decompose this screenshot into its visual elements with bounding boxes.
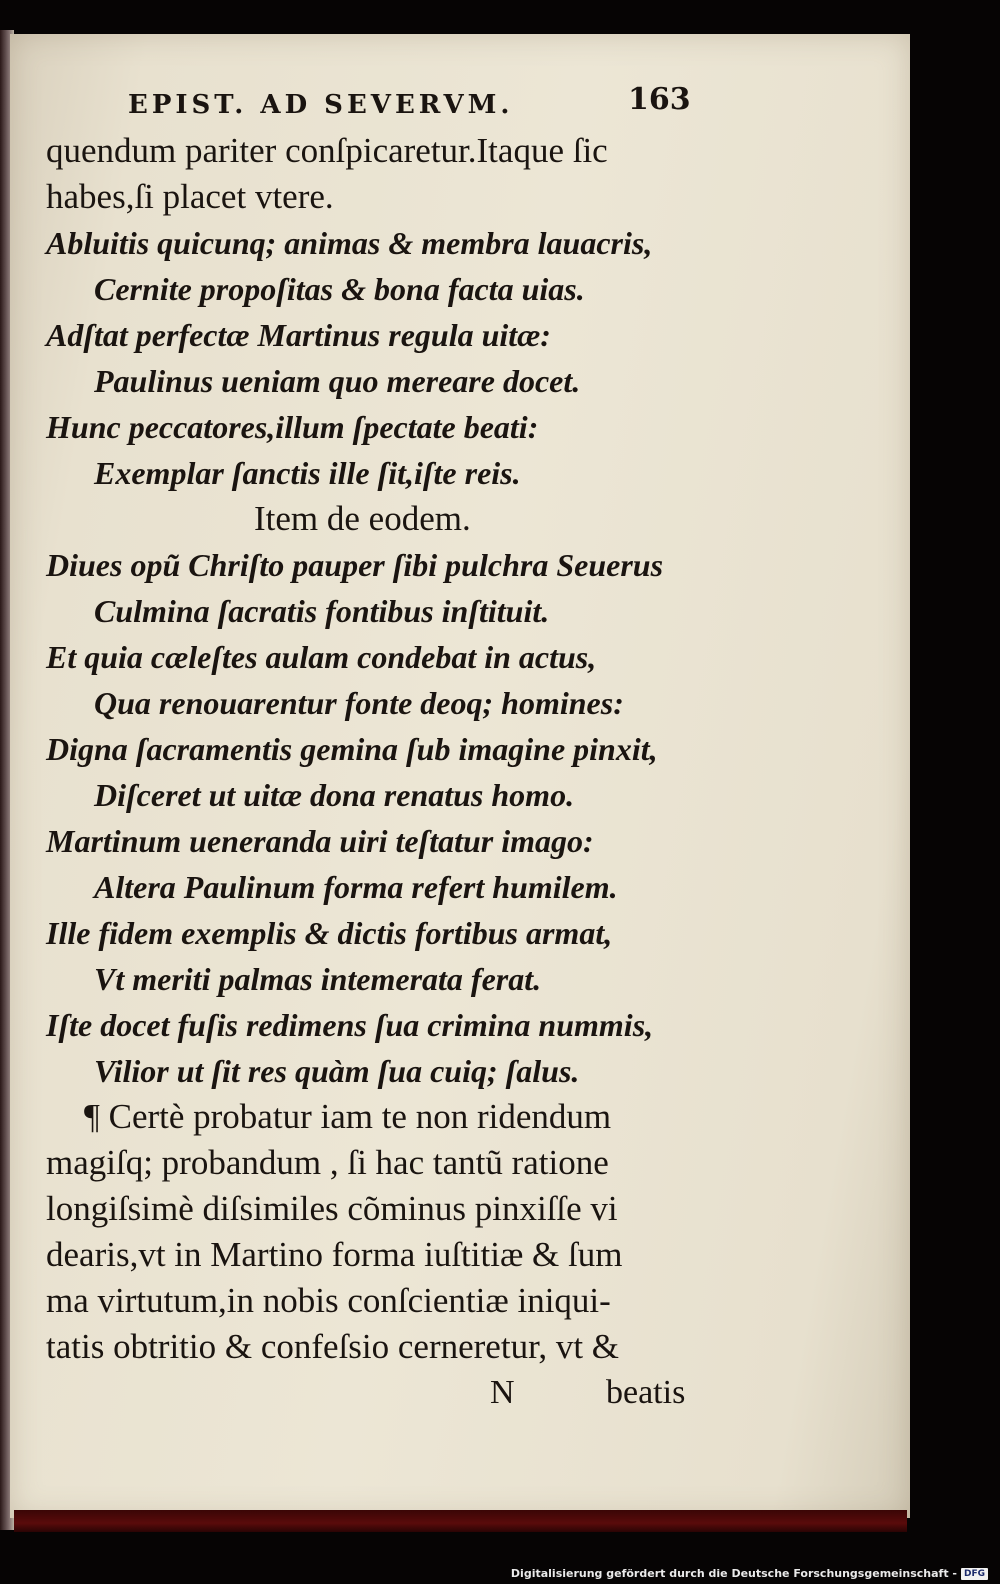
page-text <box>46 76 736 1416</box>
text-line: longiſsimè diſsimiles cõminus pinxiſſe vi <box>46 1189 618 1228</box>
text-line: Adſtat perfectæ Martinus regula uitæ: <box>46 317 551 353</box>
text-line: quendum pariter conſpicaretur.Itaque ſic <box>46 131 608 170</box>
text-line: tatis obtritio & confeſsio cerneretur, vt & <box>46 1327 620 1366</box>
running-title: EPIST. AD SEVERVM. <box>128 90 514 120</box>
credit-text: Digitalisierung gefördert durch die Deutsche Forschungsgemeinschaft - <box>510 1567 957 1580</box>
text-line: Vt meriti palmas intemerata ferat. <box>94 961 542 997</box>
text-line: Abluitis quicunq; animas & membra lauacris, <box>46 225 653 261</box>
catchword: beatis <box>606 1374 686 1411</box>
text-line: habes,ſi placet vtere. <box>46 177 334 216</box>
text-line: ma virtutum,in nobis conſcientiæ iniqui- <box>46 1281 611 1320</box>
text-line: Iſte docet fuſis redimens ſua crimina nummis, <box>46 1007 654 1043</box>
text-line: ¶ Certè probatur iam te non ridendum <box>84 1097 612 1136</box>
text-line: Digna ſacramentis gemina ſub imagine pinxit, <box>46 731 658 767</box>
text-line: Martinum ueneranda uiri teſtatur imago: <box>46 823 594 859</box>
text-lines <box>46 128 736 1370</box>
text-line: Culmina ſacratis fontibus inſtituit. <box>94 593 550 629</box>
text-line: Item de eodem. <box>254 499 471 538</box>
text-line: Altera Paulinum forma refert humilem. <box>94 869 618 905</box>
text-line: Diues opũ Chriſto pauper ſibi pulchra Seuerus <box>46 547 664 583</box>
book-bottom-edge <box>14 1510 907 1532</box>
text-line: Exemplar ſanctis ille ſit,iſte reis. <box>94 455 521 491</box>
text-line: Vilior ut ſit res quàm ſua cuiq; ſalus. <box>94 1053 580 1089</box>
signature-line <box>46 1370 736 1416</box>
signature-mark: N <box>490 1374 515 1411</box>
dfg-logo: DFG <box>961 1568 988 1580</box>
text-line: Ille fidem exemplis & dictis fortibus armat, <box>46 915 613 951</box>
text-line: magiſq; probandum , ſi hac tantũ ratione <box>46 1143 609 1182</box>
text-line: dearis,vt in Martino forma iuſtitiæ & ſum <box>46 1235 623 1274</box>
text-line: Paulinus ueniam quo mereare docet. <box>94 363 581 399</box>
text-line: Hunc peccatores,illum ſpectate beati: <box>46 409 539 445</box>
text-line: Et quia cæleſtes aulam condebat in actus, <box>46 639 597 675</box>
text-line: Qua renouarentur fonte deoq; homines: <box>94 685 624 721</box>
text-line: Diſceret ut uitæ dona renatus homo. <box>94 777 575 813</box>
page-header <box>46 76 736 128</box>
folio-number: 163 <box>628 82 691 117</box>
digitization-credit <box>511 1567 988 1580</box>
text-line: Cernite propoſitas & bona facta uias. <box>94 271 585 307</box>
